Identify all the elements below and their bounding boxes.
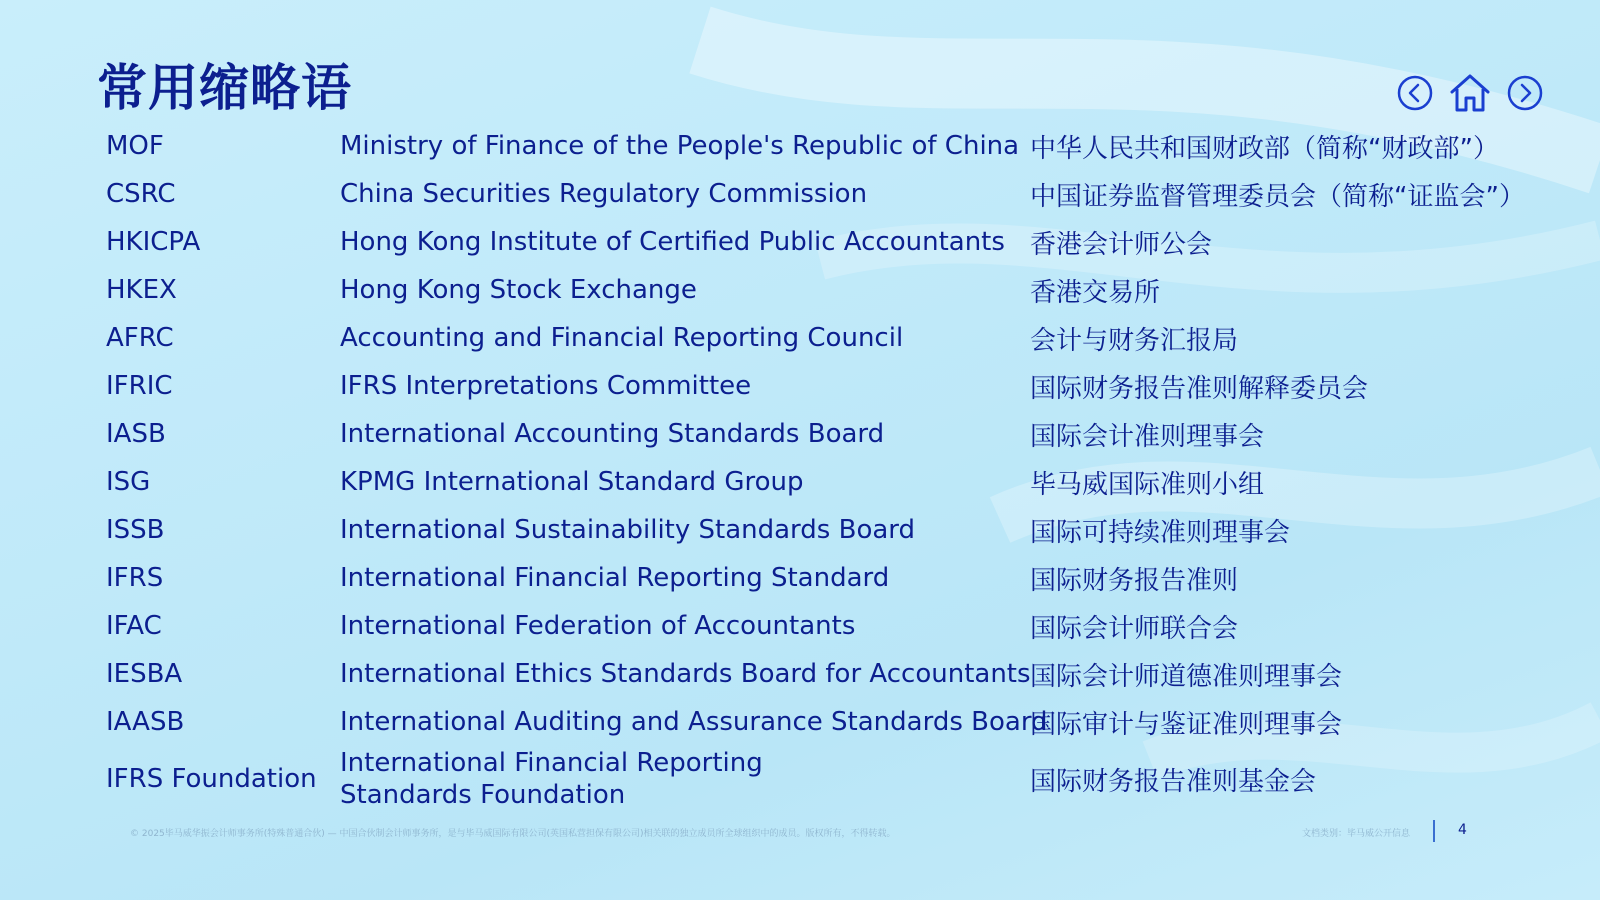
abbreviation-cell: IFRIC (106, 371, 173, 401)
table-row (0, 506, 1600, 554)
copyright-notice: © 2025毕马威华振会计师事务所(特殊普通合伙) — 中国合伙制会计师事务所，是与毕马威国际有限公司(英国私营担保有限公司)相关联的独立成员所全球组织中的成员。版权所有，不得转载。 (130, 829, 896, 839)
page-number: 4 (1458, 822, 1467, 838)
table-row (0, 650, 1600, 698)
table-row (0, 266, 1600, 314)
english-name-cell: Ministry of Finance of the People's Republic of China (340, 131, 1020, 161)
english-name-cell: International Auditing and Assurance Standards Board (340, 707, 1048, 737)
english-name-cell: China Securities Regulatory Commission (340, 179, 868, 209)
table-row (0, 458, 1600, 506)
chevron-right-circle-icon[interactable] (1506, 74, 1544, 112)
table-row (0, 362, 1600, 410)
abbreviation-cell: IFRS (106, 563, 164, 593)
abbreviation-cell: IFAC (106, 611, 162, 641)
english-name-cell: Hong Kong Institute of Certified Public Accountants (340, 227, 1005, 257)
document-classification: 文档类别：毕马威公开信息 (1302, 829, 1411, 839)
abbreviation-cell: AFRC (106, 323, 174, 353)
abbreviation-cell: ISSB (106, 515, 165, 545)
table-row (0, 746, 1600, 812)
english-name-cell: International Sustainability Standards Board (340, 515, 916, 545)
english-name-cell: Hong Kong Stock Exchange (340, 275, 697, 305)
chinese-name-cell: 国际财务报告准则 (1030, 565, 1239, 596)
abbreviation-cell: IFRS Foundation (106, 764, 317, 794)
chinese-name-cell: 会计与财务汇报局 (1030, 325, 1239, 356)
chinese-name-cell: 国际可持续准则理事会 (1030, 517, 1291, 548)
english-name-cell: KPMG International Standard Group (340, 467, 804, 497)
chinese-name-cell: 国际财务报告准则解释委员会 (1030, 373, 1369, 404)
english-name-cell: International Ethics Standards Board for Accountants (340, 659, 1031, 689)
chinese-name-cell: 中国证券监督管理委员会（简称“证监会”） (1030, 181, 1525, 212)
chinese-name-cell: 国际会计师联合会 (1030, 613, 1239, 644)
table-row (0, 410, 1600, 458)
chevron-left-circle-icon[interactable] (1396, 74, 1434, 112)
home-icon[interactable] (1448, 72, 1492, 114)
chinese-name-cell: 国际财务报告准则基金会 (1030, 766, 1317, 797)
footer-divider (1433, 820, 1435, 842)
abbreviation-cell: ISG (106, 467, 151, 497)
english-name-cell: International Federation of Accountants (340, 611, 856, 641)
chinese-name-cell: 香港会计师公会 (1030, 229, 1213, 260)
abbreviation-cell: IASB (106, 419, 166, 449)
chinese-name-cell: 香港交易所 (1030, 277, 1161, 308)
abbreviation-cell: HKICPA (106, 227, 201, 257)
slide-navigation (1396, 72, 1544, 114)
abbreviation-cell: IESBA (106, 659, 183, 689)
table-row (0, 122, 1600, 170)
chinese-name-cell: 毕马威国际准则小组 (1030, 469, 1265, 500)
abbreviation-cell: IAASB (106, 707, 185, 737)
chinese-name-cell: 中华人民共和国财政部（简称“财政部”） (1030, 133, 1499, 164)
english-name-cell: International Financial Reporting Standards Foundation (340, 748, 763, 810)
table-row (0, 554, 1600, 602)
abbreviation-cell: MOF (106, 131, 164, 161)
chinese-name-cell: 国际会计准则理事会 (1030, 421, 1265, 452)
table-row (0, 314, 1600, 362)
abbreviation-cell: CSRC (106, 179, 176, 209)
table-row (0, 698, 1600, 746)
abbreviation-cell: HKEX (106, 275, 177, 305)
table-row (0, 170, 1600, 218)
chinese-name-cell: 国际会计师道德准则理事会 (1030, 661, 1343, 692)
chinese-name-cell: 国际审计与鉴证准则理事会 (1030, 709, 1343, 740)
english-name-cell: Accounting and Financial Reporting Council (340, 323, 904, 353)
english-name-cell: International Financial Reporting Standard (340, 563, 890, 593)
english-name-cell: International Accounting Standards Board (340, 419, 885, 449)
english-name-cell: IFRS Interpretations Committee (340, 371, 752, 401)
table-row (0, 218, 1600, 266)
table-row (0, 602, 1600, 650)
page-title: 常用缩略语 (97, 59, 352, 117)
